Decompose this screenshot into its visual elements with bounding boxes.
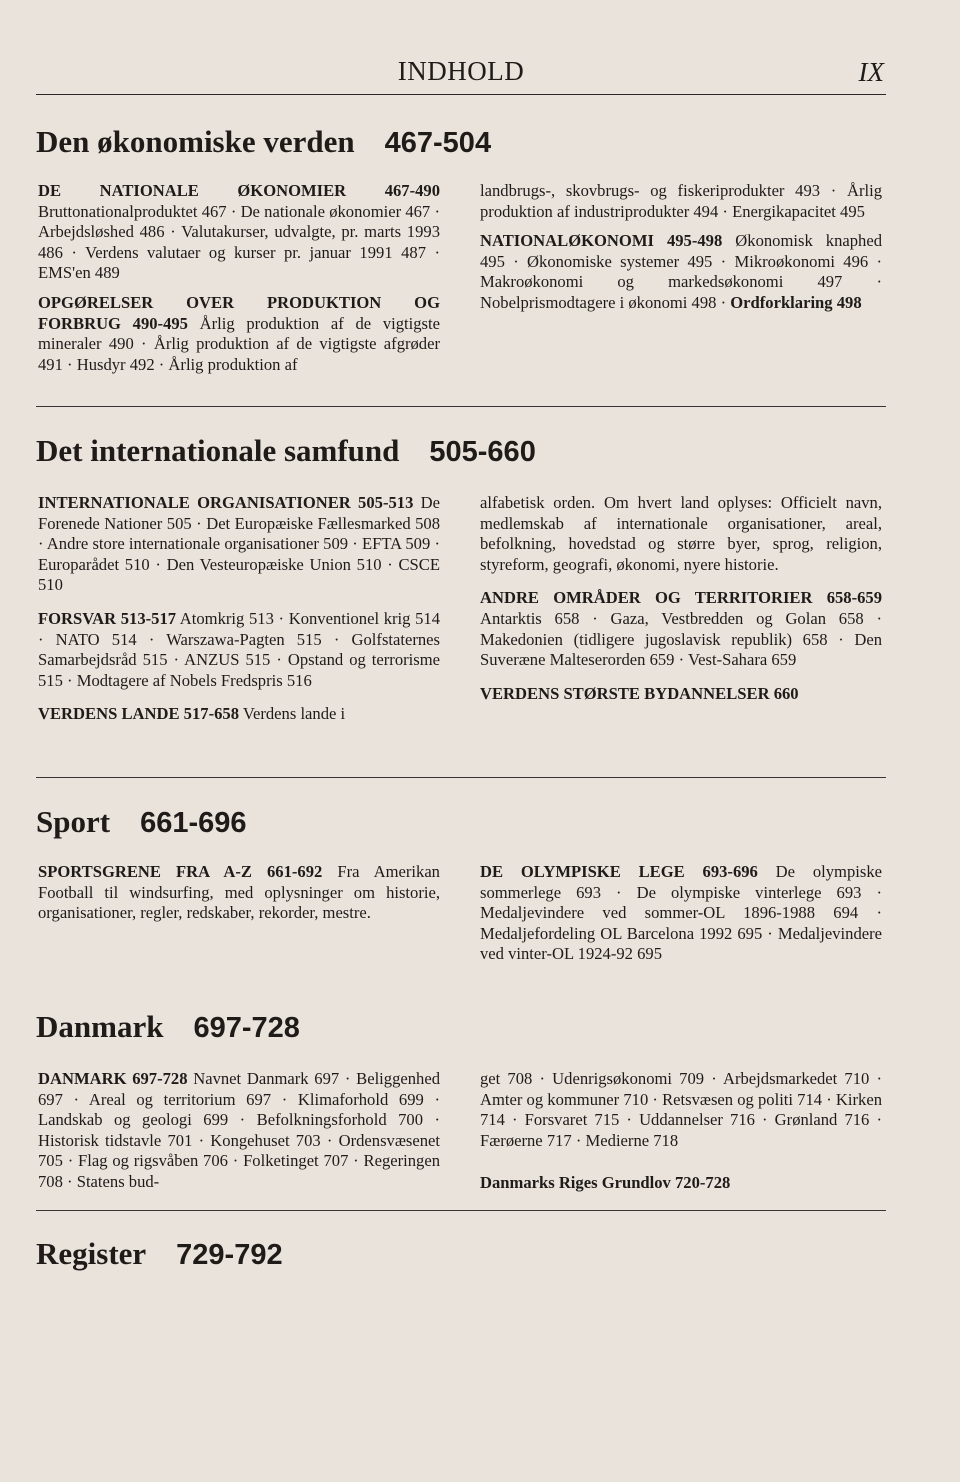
entry-heading: SPORTSGRENE FRA A-Z 661-692 xyxy=(38,862,323,881)
section-title-text: Register xyxy=(36,1236,147,1271)
entry-text: get 708 · Udenrigsøkonomi 709 · Arbejdsmarkedet 710 · Amter og kommuner 710 · Retsvæsen og politi 714 · Kirken 714 · Forsvaret 715 · Uddannelser 716 · Grønland 716 · Færøerne 717 · Medierne 718 xyxy=(480,1069,882,1150)
right-column xyxy=(480,181,882,323)
entry-heading-tail: Ordforklaring 498 xyxy=(730,292,862,312)
entry xyxy=(38,704,440,725)
entry-heading: VERDENS LANDE 517-658 xyxy=(38,704,239,724)
entry xyxy=(38,1069,440,1193)
section-title xyxy=(36,1009,886,1046)
header-title: INDHOLD xyxy=(397,56,525,86)
entry xyxy=(480,1069,882,1151)
page-header xyxy=(36,54,886,95)
entry-text: alfabetisk orden. Om hvert land oplyses: Officielt navn, medlemskab af internationale organisationer, areal, befolkning, hovedstad og større byer, sprog, religion, styreform, geografi, økonomi, nyere historie. xyxy=(480,493,882,574)
section-okonomiske-verden xyxy=(34,124,886,374)
entry-text: Navnet Danmark 697 · Beliggenhed 697 · Areal og territorium 697 · Klimaforhold 699 · Landskab og geologi 699 · Befolkningsforhold 700 · Historisk tidstavle 701 · Kongehuset 703 · Ordensvæsenet 705 · Flag og rigsvåben 706 · Folketinget 707 · Regeringen 708 · Statens bud- xyxy=(38,1069,440,1191)
left-column xyxy=(38,493,440,734)
entry-heading: VERDENS STØRSTE BYDANNELSER 660 xyxy=(480,683,799,703)
entry-heading: ANDRE OMRÅDER OG TERRITORIER 658-659 xyxy=(480,588,882,608)
section-title-text: Sport xyxy=(36,804,111,839)
page-number: IX xyxy=(858,57,884,87)
entry-text: Bruttonationalproduktet 467 · De nationale økonomier 467 · Arbejdsløshed 486 · Valutakurser, udvalgte, pr. marts 1993 486 · Verdens valutaer og kurser pr. januar 1991 487 · EMS'en 489 xyxy=(38,201,440,283)
entry xyxy=(38,493,440,596)
section-title xyxy=(36,124,886,161)
entry-heading: OPGØRELSER OVER PRODUKTION OG FORBRUG 490-495 xyxy=(38,292,440,333)
section-sport xyxy=(34,804,886,964)
entry-text: De Forenede Nationer 505 · Det Europæiske Fællesmarked 508 · Andre store internationale organisationer 509 · EFTA 509 · Europarådet 510 · Den Vesteuropæiske Union 510 · CSCE 510 xyxy=(38,493,441,595)
section-title-text: Danmark xyxy=(36,1009,164,1044)
section-title-text: Det internationale samfund xyxy=(36,433,400,468)
entry-text: Økonomisk knaphed 495 · Økonomiske systemer 495 · Mikroøkonomi 496 · Makroøkonomi og markedsøkonomi 497 · Nobelprismodtagere i økonomi 498 · xyxy=(480,231,882,312)
entry-heading: Danmarks Riges Grundlov 720-728 xyxy=(480,1173,731,1193)
left-column xyxy=(38,181,440,384)
entry xyxy=(480,862,882,965)
entry-heading: DE NATIONALE ØKONOMIER 467-490 xyxy=(38,181,440,200)
right-column xyxy=(480,1069,882,1203)
right-column xyxy=(480,493,882,713)
entry-text: Verdens lande i xyxy=(239,704,346,724)
section-range: 505-660 xyxy=(429,436,536,468)
entry xyxy=(38,862,440,924)
section-title-text: Den økonomiske verden xyxy=(36,124,355,159)
left-column xyxy=(38,862,440,933)
entry xyxy=(38,293,440,375)
right-column xyxy=(480,862,882,974)
left-column xyxy=(38,1069,440,1202)
section-range: 697-728 xyxy=(193,1012,300,1044)
entry-text: Årlig produktion af de vigtigste mineraler 490 · Årlig produktion af de vigtigste afgrøder 491 · Husdyr 492 · Årlig produktion af xyxy=(38,313,440,374)
entry xyxy=(480,231,882,313)
entry xyxy=(38,609,440,691)
section-title xyxy=(36,433,886,470)
entry-text: landbrugs-, skovbrugs- og fiskeriprodukter 493 · Årlig produktion af industriprodukter 494 · Energikapacitet 495 xyxy=(480,181,882,221)
section-range: 467-504 xyxy=(384,127,492,159)
entry xyxy=(480,1173,882,1194)
section-range: 661-696 xyxy=(140,807,247,839)
entry xyxy=(480,493,882,575)
section-range: 729-792 xyxy=(176,1239,283,1271)
section-divider xyxy=(36,1210,886,1211)
entry xyxy=(480,684,882,705)
entry-heading: DANMARK 697-728 xyxy=(38,1069,188,1088)
section-register xyxy=(34,1236,886,1273)
entry xyxy=(480,588,882,670)
entry-heading: FORSVAR 513-517 xyxy=(38,608,177,628)
entry-text: Fra Amerikan Football til windsurfing, med oplysninger om historie, organisationer, regler, redskaber, rekorder, mestre. xyxy=(38,862,440,923)
section-divider xyxy=(36,406,886,407)
entry-heading: INTERNATIONALE ORGANISATIONER 505-513 xyxy=(38,493,414,512)
entry xyxy=(38,181,440,284)
section-internationale-samfund xyxy=(34,433,886,724)
entry xyxy=(480,181,882,222)
entry-text: Antarktis 658 · Gaza, Vestbredden og Golan 658 · Makedonien (tidligere jugoslavisk republik) 658 · Den Suveræne Malteserorden 659 · Vest-Sahara 659 xyxy=(480,608,882,670)
entry-text: De olympiske sommerlege 693 · De olympiske vinterlege 693 · Medaljevindere ved sommer-OL 1896-1988 694 · Medaljefordeling OL Barcelona 1992 695 · Medaljevindere ved vinter-OL 1924-92 695 xyxy=(480,862,882,964)
section-danmark xyxy=(34,1009,886,1193)
section-divider xyxy=(36,777,886,778)
entry-heading: DE OLYMPISKE LEGE 693-696 xyxy=(480,862,758,881)
entry-heading: NATIONALØKONOMI 495-498 xyxy=(480,231,723,251)
entry-text: Atomkrig 513 · Konventionel krig 514 · NATO 514 · Warszawa-Pagten 515 · Golfstaternes Samarbejdsråd 515 · ANZUS 515 · Opstand og terrorisme 515 · Modtagere af Nobels Fredspris 516 xyxy=(38,608,440,690)
section-title xyxy=(36,1236,886,1273)
section-title xyxy=(36,804,886,841)
